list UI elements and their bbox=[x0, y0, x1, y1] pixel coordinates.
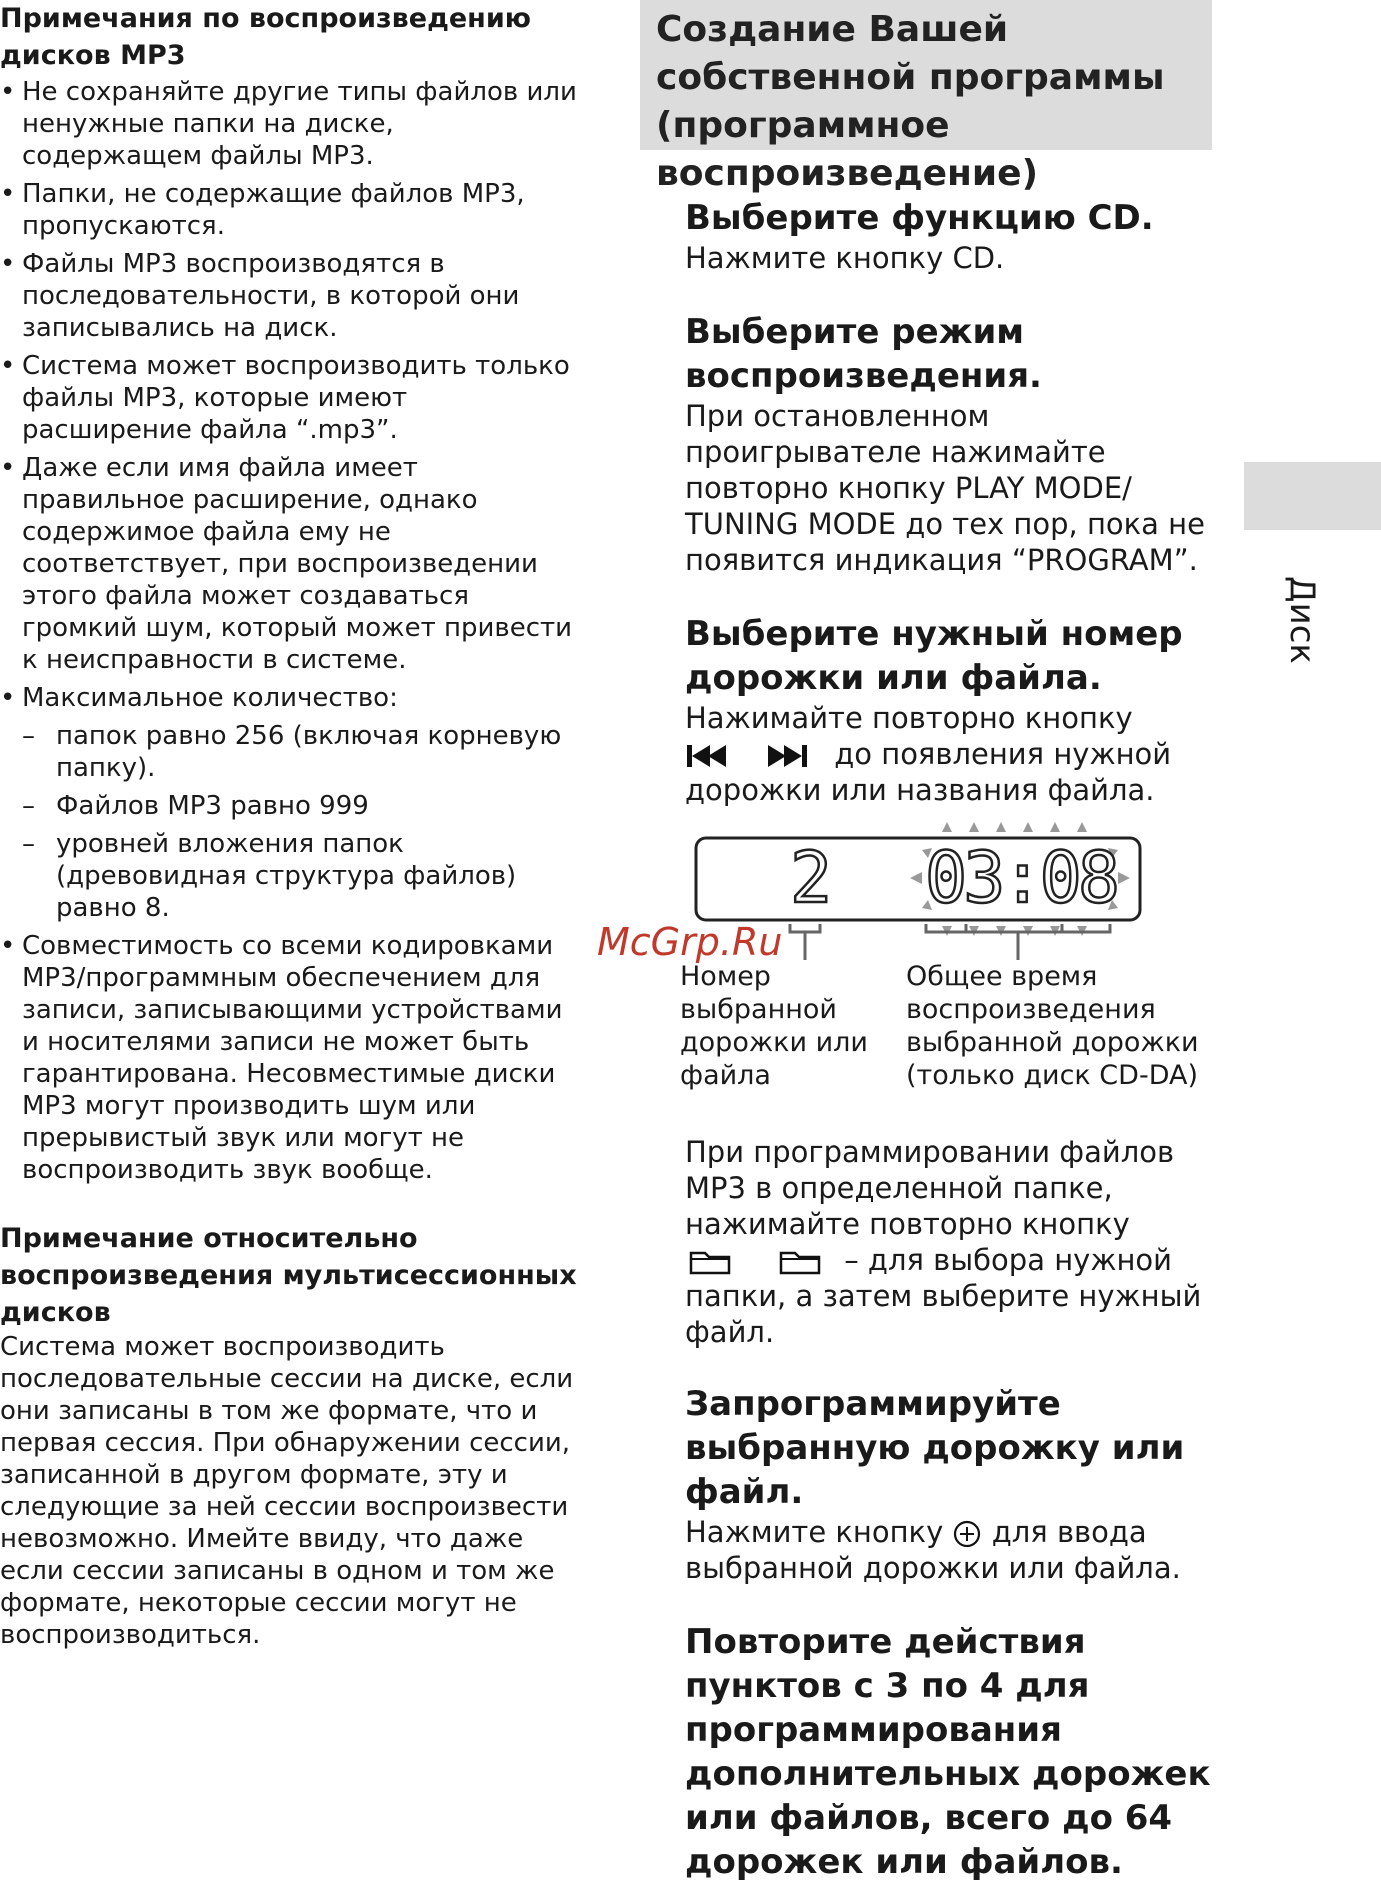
list-item: • Система может воспроизводить только файлы MP3, которые имеют расширение файла “.mp3”. bbox=[0, 350, 580, 446]
max-sublist bbox=[22, 720, 580, 924]
list-item: • Совместимость со всеми кодировками MP3/программным обеспечением для записи, записывающими устройствами и носителями записи не может быть гарантирована. Несовместимые диски MP3 могут производить шум или прерывистый звук или могут не воспроизводить звук вообще. bbox=[0, 930, 580, 1186]
step-5 bbox=[685, 1620, 1225, 1884]
mp3-notes-list bbox=[0, 76, 580, 1186]
step-3-text-after: до появления нужной дорожки или названия файла. bbox=[685, 737, 1172, 807]
mp3-notes-heading: Примечания по воспроизведению дисков MP3 bbox=[0, 3, 532, 71]
caption-track: Номер выбранной дорожки или файла bbox=[680, 961, 868, 1091]
section-title-box bbox=[640, 0, 1212, 194]
step-2-heading: Выберите режим воспроизведения. bbox=[685, 312, 1042, 396]
list-item-max bbox=[0, 682, 580, 924]
lcd-time: 03:08 bbox=[925, 837, 1120, 919]
folder-paragraph bbox=[685, 1134, 1225, 1350]
sublist-item: – папок равно 256 (включая корневую папку). bbox=[22, 720, 580, 784]
sublist-item: – уровней вложения папок (древовидная структура файлов) равно 8. bbox=[22, 828, 580, 924]
section-title: Создание Вашей собственной программы (программное воспроизведение) bbox=[656, 9, 1165, 194]
step-4-text-before: Нажмите кнопку bbox=[685, 1515, 944, 1549]
step-3-text-before: Нажимайте повторно кнопку bbox=[685, 701, 1133, 735]
folder-buttons-icon bbox=[685, 1247, 835, 1277]
folder-text-before: При программировании файлов MP3 в определенной папке, нажимайте повторно кнопку bbox=[685, 1135, 1175, 1241]
enter-button-icon bbox=[952, 1519, 982, 1549]
step-3-heading: Выберите нужный номер дорожки или файла. bbox=[685, 614, 1183, 698]
folder-text-after: – для выбора нужной папки, а затем выберите нужный файл. bbox=[685, 1243, 1202, 1349]
caption-time: Общее время воспроизведения выбранной дорожки (только диск CD-DA) bbox=[906, 961, 1199, 1091]
sublist-item: – Файлов MP3 равно 999 bbox=[22, 790, 580, 822]
step-5-heading: Повторите действия пунктов с 3 по 4 для программирования дополнительных дорожек или файлов, всего до 64 дорожек или файлов. bbox=[685, 1622, 1211, 1882]
list-item: • Даже если имя файла имеет правильное расширение, однако содержимое файла ему не соответствует, при воспроизведении этого файла может создаваться громкий шум, который может привести к неисправности в системе. bbox=[0, 452, 580, 676]
max-label: Максимальное количество: bbox=[22, 683, 398, 713]
side-label: Диск bbox=[1282, 576, 1322, 664]
left-column bbox=[0, 0, 580, 1651]
multisession-text: Система может воспроизводить последовательные сессии на диске, если они записаны в том же формате, что и первая сессия. При обнаружении сессии, записанной в другом формате, эту и следующие за ней сессии воспроизвести невозможно. Имейте ввиду, что даже если сессии записаны в одном и том же формате, некоторые сессии могут не воспроизводиться. bbox=[0, 1332, 574, 1650]
multisession-heading: Примечание относительно воспроизведения мультисессионных дисков bbox=[0, 1223, 577, 1328]
step-3 bbox=[685, 612, 1225, 808]
prev-next-icon bbox=[685, 741, 825, 771]
step-1-heading: Выберите функцию CD. bbox=[685, 198, 1154, 238]
step-1 bbox=[685, 196, 1225, 276]
list-item: • Папки, не содержащие файлов MP3, пропускаются. bbox=[0, 178, 580, 242]
list-item: • Не сохраняйте другие типы файлов или ненужные папки на диске, содержащем файлы MP3. bbox=[0, 76, 580, 172]
step-4 bbox=[685, 1382, 1225, 1586]
step-4-text-after: для ввода выбранной дорожки или файла. bbox=[685, 1515, 1181, 1585]
step-1-text: Нажмите кнопку CD. bbox=[685, 241, 1005, 275]
step-2-text: При остановленном проигрывателе нажимайте повторно кнопку PLAY MODE/ TUNING MODE до тех пор, пока не появится индикация “PROGRAM”. bbox=[685, 399, 1205, 577]
side-tab bbox=[1244, 462, 1381, 530]
step-2 bbox=[685, 310, 1225, 578]
step-4-heading: Запрограммируйте выбранную дорожку или файл. bbox=[685, 1384, 1185, 1512]
lcd-track-number: 2 bbox=[790, 837, 833, 919]
list-item: • Файлы MP3 воспроизводятся в последовательности, в которой они записывались на диск. bbox=[0, 248, 580, 344]
watermark: McGrp.Ru bbox=[597, 920, 783, 964]
step-3-text bbox=[685, 700, 1225, 808]
